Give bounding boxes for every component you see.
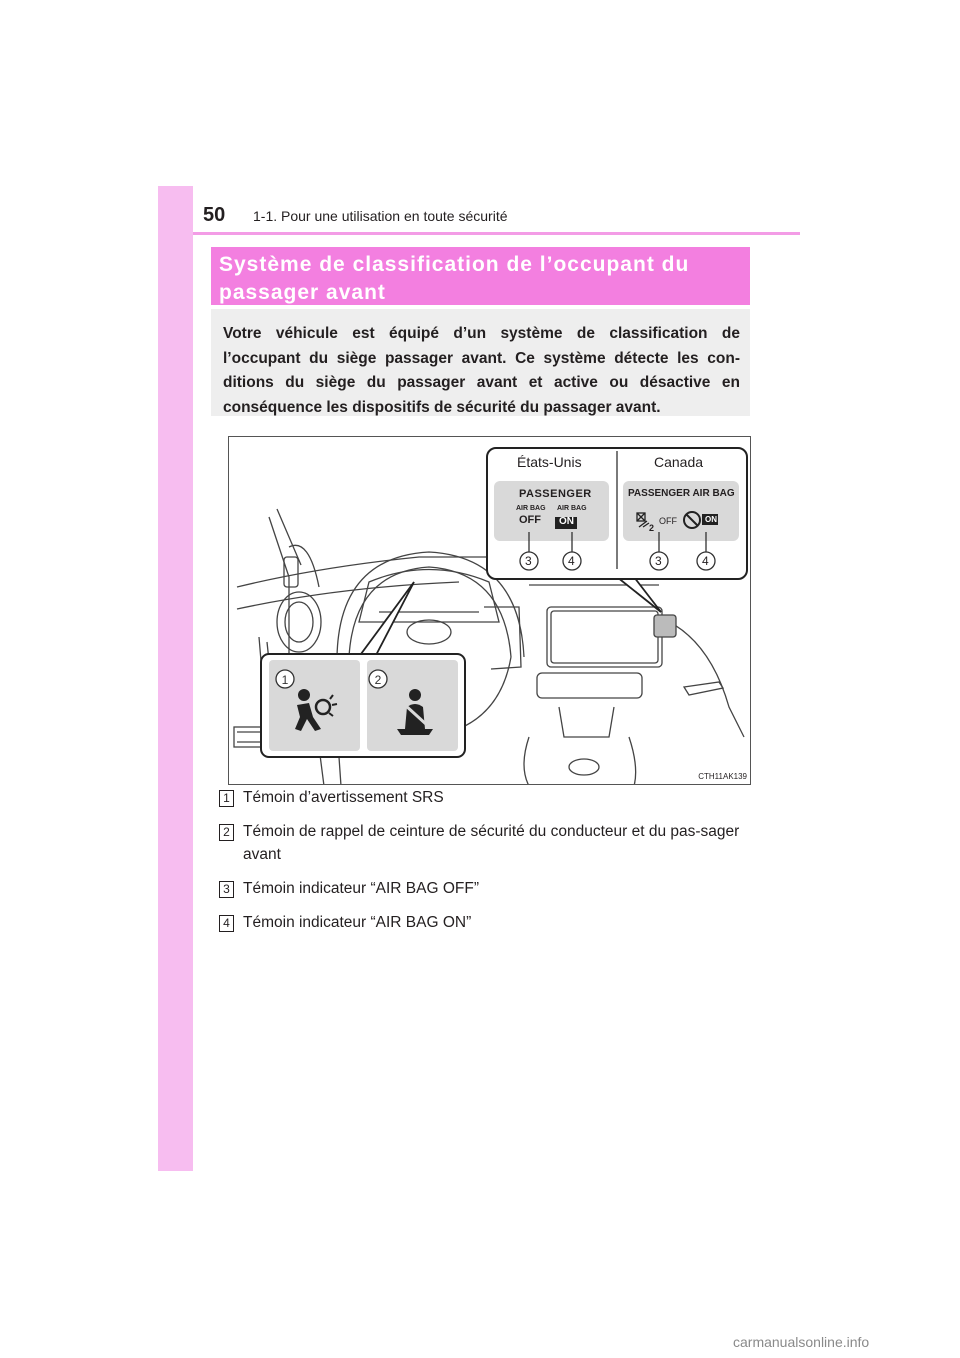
list-item bbox=[211, 877, 751, 900]
ca-off-label: OFF bbox=[659, 516, 677, 526]
running-title: 1-1. Pour une utilisation en toute sécurité bbox=[253, 208, 508, 224]
legend-text: Témoin indicateur “AIR BAG ON” bbox=[243, 914, 472, 931]
list-item bbox=[211, 820, 751, 866]
intro-paragraph: Votre véhicule est équipé d’un système de classification de l’occupant du siège passager avant. Ce système détecte les con-ditions du siège du passager avant et active ou désactive en conséquence les dispositifs de sécurité du passager avant. bbox=[211, 309, 750, 416]
legend-number: 2 bbox=[219, 824, 234, 841]
legend-text: Témoin indicateur “AIR BAG OFF” bbox=[243, 880, 480, 897]
page-number: 50 bbox=[203, 204, 226, 226]
us-airbag-label-1: AIR BAG bbox=[516, 505, 546, 512]
legend-text: Témoin d’avertissement SRS bbox=[243, 789, 444, 806]
us-airbag-label-2: AIR BAG bbox=[557, 505, 587, 512]
list-item bbox=[211, 786, 751, 809]
us-off-label: OFF bbox=[519, 514, 541, 526]
canada-label: Canada bbox=[654, 454, 704, 470]
callout-3-ca: 3 bbox=[655, 554, 662, 568]
ca-panel-title: PASSENGER AIR BAG bbox=[628, 488, 735, 499]
ca-sub-label: 2 bbox=[649, 523, 655, 533]
usa-label: États-Unis bbox=[517, 454, 582, 470]
sidebar-tab bbox=[158, 186, 193, 1171]
watermark[interactable]: carmanualsonline.info bbox=[733, 1334, 870, 1350]
figure-code: CTH11AK139 bbox=[698, 772, 747, 781]
legend-number: 4 bbox=[219, 915, 234, 932]
us-on-label: ON bbox=[559, 516, 574, 527]
callout-3-us: 3 bbox=[525, 554, 532, 568]
legend-number: 1 bbox=[219, 790, 234, 807]
us-panel-title: PASSENGER bbox=[519, 488, 592, 500]
legend-list bbox=[211, 786, 751, 945]
legend-text: Témoin de rappel de ceinture de sécurité du conducteur et du pas-sager avant bbox=[243, 823, 740, 863]
section-title: Système de classification de l’occupant du passager avant bbox=[211, 247, 750, 305]
svg-text:2: 2 bbox=[374, 673, 382, 687]
dashboard-figure bbox=[228, 436, 751, 785]
callout-4-us: 4 bbox=[568, 554, 575, 568]
legend-number: 3 bbox=[219, 881, 234, 898]
cluster-pointer bbox=[361, 582, 414, 659]
ca-on-label: ON bbox=[705, 515, 717, 524]
header-rule bbox=[193, 232, 800, 235]
list-item bbox=[211, 911, 751, 934]
warning-lamp-inset bbox=[261, 654, 465, 757]
svg-text:1: 1 bbox=[281, 673, 289, 687]
callout-4-ca: 4 bbox=[702, 554, 709, 568]
